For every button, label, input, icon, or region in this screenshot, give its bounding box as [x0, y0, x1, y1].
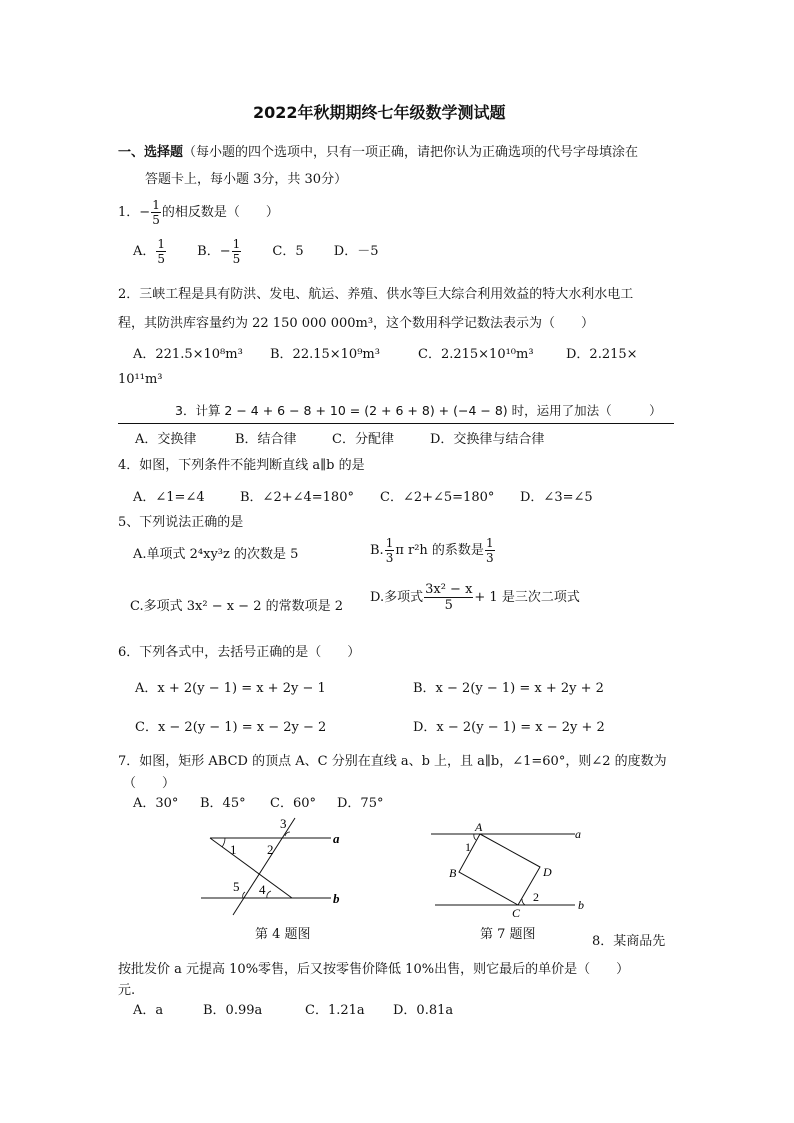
q7-line-1: 7．如图，矩形 ABCD 的顶点 A、C 分别在直线 a、b 上，且 a∥b，∠1=60°，则∠2 的度数为: [118, 754, 667, 769]
q1-fraction: [151, 199, 161, 226]
q4-text: 4．如图，下列条件不能判断直线 a∥b 的是: [118, 458, 365, 473]
q7-line-2: （ ）: [123, 776, 176, 791]
q3-option-a: A．交换律: [135, 432, 197, 447]
q3-option-d: D．交换律与结合律: [430, 432, 545, 447]
q5-option-c: C.多项式 3x² − x − 2 的常数项是 2: [130, 599, 344, 614]
q1-option-c: C．5: [272, 244, 304, 259]
q8-option-c: C．1.21a: [305, 1003, 365, 1018]
fig7-label-b: b: [578, 898, 584, 912]
figure-7: [425, 818, 595, 920]
q8-option-b: B．0.99a: [203, 1003, 263, 1018]
fig7-label-1: 1: [465, 840, 471, 854]
page-title: 2022年秋期期终七年级数学测试题: [253, 103, 506, 122]
q2-option-c: C．2.215×10¹⁰m³: [418, 347, 534, 362]
q5-option-b: B. $\frac{1}{3}$ π r²h 的系数是 $\frac{1}{3}$: [370, 536, 494, 565]
fig7-label-C: C: [512, 906, 521, 920]
fig4-label-1: 1: [230, 842, 237, 857]
q1-option-a: A． $\frac{1}{5}$: [133, 237, 166, 266]
q1-options: [133, 238, 378, 265]
q2-line-1: 2．三峡工程是具有防洪、发电、航运、养殖、供水等巨大综合利用效益的特大水利水电工: [118, 287, 634, 302]
fig7-label-B: B: [449, 866, 457, 880]
q5-text: 5、下列说法正确的是: [118, 515, 244, 530]
q2-option-d: D．2.215×: [566, 347, 638, 362]
q5-option-a: A.单项式 2⁴xy³z 的次数是 5: [133, 547, 299, 562]
q3-option-c: C．分配律: [332, 432, 394, 447]
q2-line-2: 程，其防洪库容量约为 22 150 000 000m³，这个数用科学记数法表示为（ ）: [118, 316, 595, 331]
fig4-label-b: b: [333, 891, 340, 906]
section-title: 一、选择题: [118, 145, 184, 160]
figure-4: [195, 812, 355, 916]
fig7-label-2: 2: [533, 890, 539, 904]
q4-option-b: B．∠2+∠4=180°: [240, 490, 354, 505]
section-instructions-1: （每小题的四个选项中，只有一项正确，请把你认为正确选项的代号字母填涂在: [183, 145, 639, 160]
q7-option-c: C．60°: [270, 796, 316, 811]
fig7-label-A: A: [475, 820, 483, 834]
q7-option-a: A．30°: [133, 796, 179, 811]
q2-option-a: A．221.5×10⁸m³: [133, 347, 243, 362]
fig4-label-5: 5: [233, 879, 240, 894]
q6-option-a: A．x + 2(y − 1) = x + 2y − 1: [135, 681, 326, 696]
q3-text: 3．计算 2 − 4 + 6 − 8 + 10 = (2 + 6 + 8) + (−4 − 8) 时，运用了加法（ ）: [175, 403, 662, 418]
figure-7-caption: 第 7 题图: [480, 927, 536, 942]
q8-option-a: A．a: [133, 1003, 164, 1018]
q1-option-b: B．− $\frac{1}{5}$: [197, 237, 241, 266]
q4-option-a: A．∠1=∠4: [133, 490, 205, 505]
q8-line-1: 按批发价 a 元提高 10%零售，后又按零售价降低 10%出售，则它最后的单价是（ ）: [118, 962, 630, 977]
q1-number: 1．: [118, 205, 140, 220]
q2-option-d-continued: 10¹¹m³: [118, 372, 163, 387]
q3-divider: [118, 423, 674, 424]
q6-option-d: D．x − 2(y − 1) = x − 2y + 2: [413, 720, 605, 735]
q4-option-d: D．∠3=∠5: [520, 490, 593, 505]
q7-option-b: B．45°: [200, 796, 246, 811]
question-1: [118, 199, 279, 226]
q1-numerator: 1: [152, 198, 160, 212]
q6-text: 6．下列各式中，去括号正确的是（ ）: [118, 645, 361, 660]
section-instructions-2: 答题卡上，每小题 3分，共 30分）: [145, 172, 348, 187]
q1-text: 的相反数是（ ）: [161, 205, 279, 220]
q3-option-b: B．结合律: [235, 432, 297, 447]
q1-option-d: D．－5: [333, 244, 379, 259]
q1-sign: −: [139, 205, 151, 220]
fig4-label-3: 3: [280, 816, 287, 831]
q6-option-b: B．x − 2(y − 1) = x + 2y + 2: [413, 681, 604, 696]
fig4-label-a: a: [333, 831, 340, 846]
q7-option-d: D．75°: [337, 796, 384, 811]
fig4-label-4: 4: [259, 882, 266, 897]
q8-option-d: D．0.81a: [393, 1003, 454, 1018]
section-heading: [118, 141, 638, 160]
q5-option-d: D.多项式 $\frac{\text{3x² − x}}{5}$ + 1 是三次二项式: [370, 582, 580, 613]
q8-start: 8．某商品先: [592, 934, 666, 949]
q1-denominator: 5: [152, 213, 160, 227]
q8-line-2: 元.: [118, 983, 136, 998]
fig7-label-a: a: [575, 827, 581, 841]
q2-option-b: B．22.15×10⁹m³: [270, 347, 380, 362]
fig7-label-D: D: [543, 865, 552, 879]
figure-4-caption: 第 4 题图: [255, 927, 311, 942]
q4-option-c: C．∠2+∠5=180°: [380, 490, 495, 505]
q6-option-c: C．x − 2(y − 1) = x − 2y − 2: [135, 720, 327, 735]
fig4-label-2: 2: [267, 842, 274, 857]
